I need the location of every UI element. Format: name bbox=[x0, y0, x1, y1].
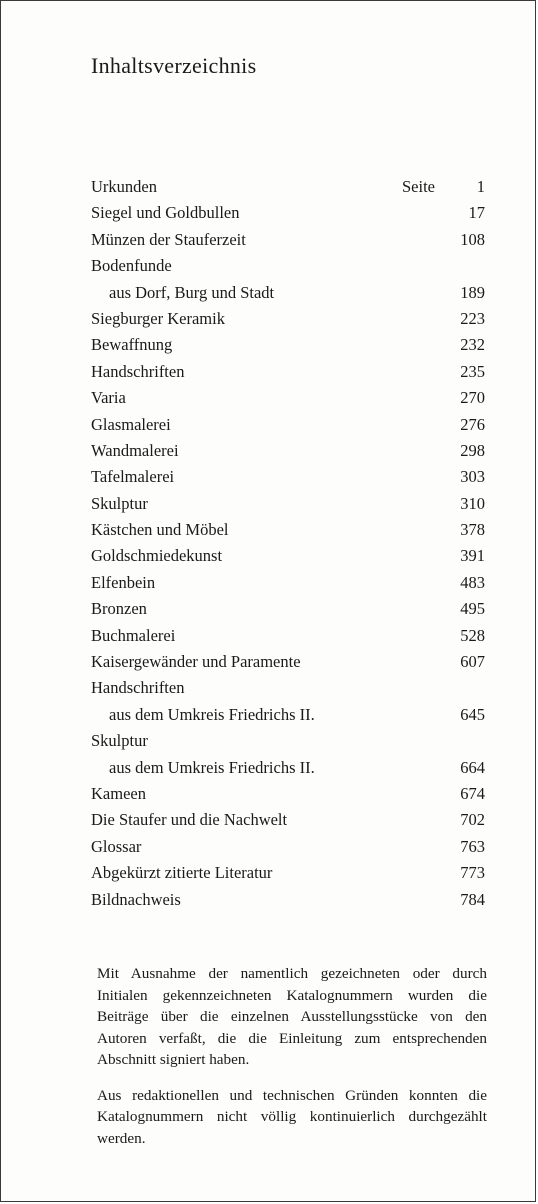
toc-entry bbox=[91, 570, 487, 596]
toc-entry bbox=[91, 755, 487, 781]
toc-entry-title: Bodenfunde bbox=[91, 256, 172, 276]
toc-page-number: 528 bbox=[460, 625, 485, 645]
toc-entry-title: Siegburger Keramik bbox=[91, 308, 225, 328]
seite-label: Seite bbox=[402, 177, 435, 196]
toc-page-number: 270 bbox=[460, 388, 485, 408]
toc-entry bbox=[91, 702, 487, 728]
table-of-contents bbox=[91, 174, 487, 913]
toc-entry-title: aus dem Umkreis Friedrichs II. bbox=[109, 757, 315, 777]
toc-page-number: 1 bbox=[476, 177, 485, 196]
toc-entry-title: Glasmalerei bbox=[91, 414, 171, 434]
toc-entry-title: Kameen bbox=[91, 783, 146, 803]
toc-entry-title: Buchmalerei bbox=[91, 625, 176, 645]
page-title: Inhaltsverzeichnis bbox=[91, 53, 257, 78]
editorial-notes bbox=[97, 963, 487, 1163]
toc-entry bbox=[91, 332, 487, 358]
toc-page-number: 378 bbox=[460, 520, 485, 540]
toc-page-number: 235 bbox=[460, 361, 485, 381]
note-paragraph: Mit Ausnahme der namentlich gezeichneten oder durch Initialen gekennzeichneten Katalognummern wurden die Beiträge über die einzelnen Ausstellungsstücke von den Autoren verfaßt, die die Einleitung zum entsprechenden Abschnitt signiert haben. bbox=[97, 965, 487, 1068]
toc-entry-title: aus dem Umkreis Friedrichs II. bbox=[109, 704, 315, 724]
toc-entry bbox=[91, 517, 487, 543]
toc-entry bbox=[91, 596, 487, 622]
toc-entry bbox=[91, 200, 487, 226]
toc-entry-title: Elfenbein bbox=[91, 572, 156, 592]
toc-entry bbox=[91, 280, 487, 306]
toc-entry-title: Glossar bbox=[91, 836, 142, 856]
toc-entry bbox=[91, 174, 487, 200]
toc-entry-title: Skulptur bbox=[91, 731, 148, 751]
toc-entry-title: Bronzen bbox=[91, 599, 147, 619]
toc-entry-title: Bildnachweis bbox=[91, 889, 181, 909]
toc-page-number: 298 bbox=[460, 440, 485, 460]
toc-entry-title: Handschriften bbox=[91, 361, 185, 381]
toc-page-number: 310 bbox=[460, 493, 485, 513]
toc-page-number: 391 bbox=[460, 546, 485, 566]
toc-entry bbox=[91, 887, 487, 913]
toc-page-number: 223 bbox=[460, 308, 485, 328]
toc-page-number: 483 bbox=[460, 572, 485, 592]
toc-entry bbox=[91, 781, 487, 807]
toc-entry bbox=[91, 543, 487, 569]
toc-entry bbox=[91, 306, 487, 332]
toc-page-number: 664 bbox=[460, 757, 485, 777]
toc-entry bbox=[91, 491, 487, 517]
toc-entry-title: Bewaffnung bbox=[91, 335, 173, 355]
toc-entry-title: Münzen der Stauferzeit bbox=[91, 229, 246, 249]
toc-page-number: 495 bbox=[460, 599, 485, 619]
toc-entry-title: Handschriften bbox=[91, 678, 185, 698]
toc-entry-title: Tafelmalerei bbox=[91, 467, 175, 487]
toc-page-number: 674 bbox=[460, 783, 485, 803]
toc-entry bbox=[91, 649, 487, 675]
toc-page-number: 303 bbox=[460, 467, 485, 487]
toc-entry bbox=[91, 807, 487, 833]
toc-page-number: 763 bbox=[460, 836, 485, 856]
toc-entry bbox=[91, 860, 487, 886]
toc-entry bbox=[91, 253, 487, 279]
toc-entry-title: aus Dorf, Burg und Stadt bbox=[109, 282, 275, 302]
toc-entry bbox=[91, 227, 487, 253]
toc-entry bbox=[91, 359, 487, 385]
toc-page-number: 607 bbox=[460, 652, 485, 672]
toc-entry-title: Varia bbox=[91, 388, 126, 408]
toc-entry-title: Wandmalerei bbox=[91, 440, 179, 460]
toc-page-number: 108 bbox=[460, 229, 485, 249]
toc-entry-title: Abgekürzt zitierte Literatur bbox=[91, 863, 273, 883]
toc-entry-title: Siegel und Goldbullen bbox=[91, 203, 240, 223]
note-paragraph: Aus redaktionellen und technischen Gründen konnten die Katalognummern nicht völlig kontinuierlich durchgezählt werden. bbox=[97, 1086, 487, 1147]
toc-page-number: 773 bbox=[460, 863, 485, 883]
toc-entry bbox=[91, 412, 487, 438]
toc-entry bbox=[91, 728, 487, 754]
toc-page-number: 645 bbox=[460, 704, 485, 724]
toc-page-number: 17 bbox=[468, 203, 485, 223]
toc-entry bbox=[91, 623, 487, 649]
toc-page-number: 784 bbox=[460, 889, 485, 909]
toc-entry-title: Urkunden bbox=[91, 177, 157, 196]
toc-page-number: 276 bbox=[460, 414, 485, 434]
toc-entry-title: Kästchen und Möbel bbox=[91, 520, 229, 540]
toc-entry bbox=[91, 675, 487, 701]
toc-entry-title: Skulptur bbox=[91, 493, 148, 513]
toc-entry-title: Kaisergewänder und Paramente bbox=[91, 652, 301, 672]
toc-entry bbox=[91, 464, 487, 490]
toc-entry bbox=[91, 385, 487, 411]
toc-page-number: 232 bbox=[460, 335, 485, 355]
toc-entry-title: Goldschmiedekunst bbox=[91, 546, 223, 566]
toc-page-number: 702 bbox=[460, 810, 485, 830]
toc-entry bbox=[91, 834, 487, 860]
toc-entry bbox=[91, 438, 487, 464]
toc-entry-title: Die Staufer und die Nachwelt bbox=[91, 810, 288, 830]
toc-page-number: 189 bbox=[460, 282, 485, 302]
